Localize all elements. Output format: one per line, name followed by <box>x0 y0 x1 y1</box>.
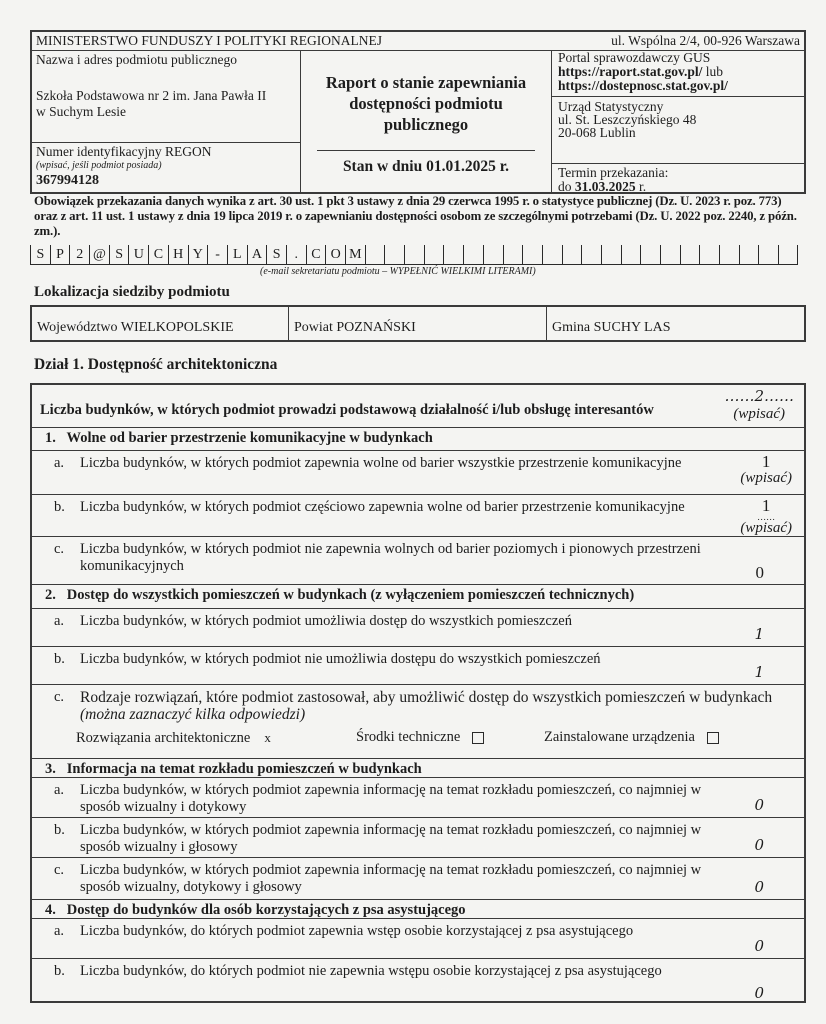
office-line1: Urząd Statystyczny <box>558 99 664 114</box>
county-field[interactable]: Powiat POZNAŃSKI <box>288 307 546 340</box>
email-char-box[interactable]: Y <box>188 245 208 265</box>
entity-cell <box>32 50 301 143</box>
entity-name-line2: w Suchym Lesie <box>36 104 126 119</box>
item-row <box>32 959 804 1005</box>
portal-label: Portal sprawozdawczy GUS <box>558 50 711 65</box>
item-value-field[interactable] <box>754 879 764 896</box>
item-value-field[interactable] <box>740 497 792 537</box>
item-value: 0 <box>755 563 764 582</box>
email-char-box[interactable]: 2 <box>69 245 89 265</box>
regon-label: Numer identyfikacyjny REGON <box>36 144 212 159</box>
email-char-box[interactable] <box>581 245 601 265</box>
option-label: Rozwiązania architektoniczne <box>76 730 251 746</box>
item-text-content: Liczba budynków, w których podmiot nie umożliwia dostępu do wszystkich pomieszczeń <box>80 651 601 667</box>
email-char-box[interactable] <box>601 245 621 265</box>
option-2[interactable] <box>356 729 484 746</box>
email-char-box[interactable]: H <box>168 245 188 265</box>
item-text <box>80 963 720 980</box>
write-hint: (wpisać) <box>740 470 792 486</box>
item-value-field[interactable] <box>754 837 764 854</box>
group-heading-1: 1. Wolne od barier przestrzenie komunikacyjne w budynkach <box>32 428 804 451</box>
deadline-value: do 31.03.2025 r. <box>558 179 647 194</box>
item-value: 1 <box>754 625 764 643</box>
portal-or: lub <box>702 64 724 79</box>
location-heading: Lokalizacja siedziby podmiotu <box>34 284 230 300</box>
office-line3: 20-068 Lublin <box>558 125 636 140</box>
option-checkbox-marked[interactable]: x <box>264 730 271 745</box>
buildings-count-label: Liczba budynków, w których podmiot prowadzi podstawową działalność i/lub obsługę interesantów <box>40 402 654 418</box>
email-char-box[interactable] <box>404 245 424 265</box>
item-letter: c. <box>54 689 65 705</box>
buildings-count-row <box>32 385 804 428</box>
deadline-label: Termin przekazania: <box>558 165 669 180</box>
item-row <box>32 609 804 647</box>
report-title-line1: Raport o stanie zapewniania <box>325 73 527 92</box>
email-char-box[interactable] <box>660 245 680 265</box>
email-char-box[interactable]: M <box>345 245 365 265</box>
item-letter: b. <box>54 963 65 979</box>
write-hint: (wpisać) <box>740 520 792 536</box>
legal-obligation-text: Obowiązek przekazania danych wynika z art. 30 ust. 1 pkt 3 ustawy z dnia 29 czerwca 1995 r. o statystyce publicznej (Dz. U. 2023 r. poz. 773) oraz z art. 11 ust. 1 ustawy z dnia 19 lipca 2019 r. o zapewnianiu dostępności osobom ze szczególnymi potrzebami (Dz. U. 2022 poz. 2240, z późn. zm.). <box>34 194 797 238</box>
option-checkbox[interactable] <box>472 732 484 744</box>
email-char-box[interactable]: S <box>266 245 286 265</box>
item-value-field[interactable] <box>754 797 764 814</box>
group-heading-2: 2. Dostęp do wszystkich pomieszczeń w budynkach (z wyłączeniem pomieszczeń technicznych) <box>32 584 804 609</box>
state-date: Stan w dniu 01.01.2025 r. <box>342 158 510 175</box>
title-divider <box>317 150 535 151</box>
item-letter: c. <box>54 862 65 878</box>
report-title-line2: dostępności podmiotu <box>349 94 503 113</box>
email-char-box[interactable] <box>758 245 778 265</box>
deadline-date: 31.03.2025 <box>574 179 636 194</box>
email-char-box[interactable] <box>562 245 582 265</box>
group-heading-4: 4. Dostęp do budynków dla osób korzystających z psa asystującego <box>32 899 804 919</box>
item-row <box>32 818 804 858</box>
email-char-box[interactable] <box>739 245 759 265</box>
item-value: 1 <box>761 496 771 515</box>
item-value: 0 <box>754 836 764 854</box>
option-3[interactable] <box>544 729 719 746</box>
email-char-box[interactable] <box>542 245 562 265</box>
item-row <box>32 495 804 537</box>
entity-name <box>36 88 296 120</box>
item-text <box>80 541 720 575</box>
item-text-content: Liczba budynków, do których podmiot nie zapewnia wstępu osobie korzystającej z psa asystującego <box>80 963 662 979</box>
report-header <box>30 30 806 194</box>
section-heading: Dział 1. Dostępność architektoniczna <box>34 356 278 373</box>
email-char-box[interactable] <box>483 245 503 265</box>
email-char-box[interactable] <box>522 245 542 265</box>
item-letter: a. <box>54 782 65 798</box>
item-row <box>32 647 804 685</box>
portal-link-dostepnosc[interactable]: https://dostepnosc.stat.gov.pl/ <box>558 78 728 93</box>
item-text <box>80 689 790 723</box>
item-value-field[interactable] <box>754 664 764 681</box>
report-title <box>301 72 551 135</box>
email-char-box[interactable] <box>680 245 700 265</box>
email-char-box[interactable] <box>503 245 523 265</box>
item-value-field[interactable] <box>754 985 764 1002</box>
email-char-box[interactable] <box>719 245 739 265</box>
item-letter: c. <box>54 541 65 557</box>
item-value: 0 <box>754 937 764 955</box>
email-boxes[interactable] <box>30 245 798 265</box>
item-value-field[interactable] <box>754 938 764 955</box>
item-row <box>32 685 804 755</box>
voivodeship-field[interactable]: Województwo WIELKOPOLSKIE <box>37 320 234 335</box>
item-value-field[interactable] <box>756 564 765 581</box>
item-text-content: Liczba budynków, w których podmiot zapewnia informację na temat rozkładu pomieszczeń, co najmniej w sposób wizualny, dotykowy i głosowy <box>80 862 702 895</box>
item-value-field[interactable] <box>740 453 792 487</box>
item-row <box>32 451 804 495</box>
group-heading-3: 3. Informacja na temat rozkładu pomieszczeń w budynkach <box>32 758 804 778</box>
item-value: 0 <box>754 796 764 814</box>
buildings-count-value: ……2…… <box>724 387 794 405</box>
email-char-box[interactable] <box>365 245 385 265</box>
item-text-content: Liczba budynków, do których podmiot zapewnia wstęp osobie korzystającej z psa asystującego <box>80 923 634 939</box>
item-text-content: Liczba budynków, w których podmiot nie zapewnia wolnych od barier poziomych i pionowych przestrzeni komunikacyjnych <box>80 541 701 574</box>
item-text-hint: (można zaznaczyć kilka odpowiedzi) <box>80 706 306 723</box>
entity-label: Nazwa i adres podmiotu publicznego <box>36 52 237 67</box>
regon-value: 367994128 <box>36 173 99 188</box>
email-char-box[interactable]: S <box>109 245 129 265</box>
item-text <box>80 455 720 472</box>
item-letter: a. <box>54 455 65 471</box>
item-row <box>32 537 804 584</box>
office-line2: ul. St. Leszczyńskiego 48 <box>558 112 697 127</box>
item-text-content: Liczba budynków, w których podmiot umożliwia dostęp do wszystkich pomieszczeń <box>80 613 572 629</box>
email-note: (e-mail sekretariatu podmiotu – WYPEŁNIĆ WIELKIMI LITERAMI) <box>260 266 536 277</box>
email-char-box[interactable] <box>778 245 798 265</box>
item-text <box>80 613 720 630</box>
item-letter: b. <box>54 499 65 515</box>
option-label: Środki techniczne <box>356 729 461 745</box>
email-char-box[interactable] <box>699 245 719 265</box>
email-char-box[interactable] <box>424 245 444 265</box>
email-char-box[interactable]: . <box>286 245 306 265</box>
item-value: 0 <box>754 878 764 896</box>
regon-cell <box>32 143 301 194</box>
ministry-address: ul. Wspólna 2/4, 00-926 Warszawa <box>611 33 800 48</box>
email-char-box[interactable]: C <box>148 245 168 265</box>
email-char-box[interactable]: P <box>50 245 70 265</box>
email-char-box[interactable] <box>443 245 463 265</box>
item-text-content: Liczba budynków, w których podmiot częściowo zapewnia wolne od barier przestrzenie komunikacyjne <box>80 499 685 515</box>
email-char-box[interactable]: U <box>128 245 148 265</box>
item-row <box>32 858 804 899</box>
option-1[interactable] <box>76 729 271 747</box>
regon-hint: (wpisać, jeśli podmiot posiada) <box>36 160 162 171</box>
item-letter: b. <box>54 651 65 667</box>
portal-link-raport[interactable]: https://raport.stat.gov.pl/ <box>558 64 703 79</box>
email-char-box[interactable]: - <box>207 245 227 265</box>
ministry-name: MINISTERSTWO FUNDUSZY I POLITYKI REGIONALNEJ <box>36 33 382 48</box>
item-value: 1 <box>754 663 764 681</box>
item-row <box>32 778 804 818</box>
email-char-box[interactable] <box>463 245 483 265</box>
item-text-content: Liczba budynków, w których podmiot zapewnia wolne od barier wszystkie przestrzenie komunikacyjne <box>80 455 682 471</box>
commune-field[interactable]: Gmina SUCHY LAS <box>546 307 804 340</box>
item-letter: a. <box>54 923 65 939</box>
email-char-box[interactable]: C <box>306 245 326 265</box>
item-text <box>80 651 720 668</box>
entity-name-line1: Szkoła Podstawowa nr 2 im. Jana Pawła II <box>36 88 267 103</box>
item-letter: a. <box>54 613 65 629</box>
item-text <box>80 782 720 816</box>
email-char-box[interactable]: O <box>325 245 345 265</box>
report-title-line3: publicznego <box>383 115 469 134</box>
item-text <box>80 499 720 516</box>
buildings-count-field[interactable] <box>724 387 794 423</box>
location-table <box>30 305 806 342</box>
accessibility-table <box>30 383 806 1003</box>
email-char-box[interactable] <box>640 245 660 265</box>
item-text-content: Liczba budynków, w których podmiot zapewnia informację na temat rozkładu pomieszczeń, co najmniej w sposób wizualny i głosowy <box>80 822 702 855</box>
portal-cell <box>551 50 804 164</box>
value-dots: …… <box>757 512 776 522</box>
email-char-box[interactable]: S <box>30 245 50 265</box>
email-char-box[interactable]: L <box>227 245 247 265</box>
item-value: 1 <box>761 452 771 471</box>
deadline-cell <box>551 164 804 194</box>
email-char-box[interactable] <box>621 245 641 265</box>
option-label: Zainstalowane urządzenia <box>544 729 695 745</box>
option-checkbox[interactable] <box>707 732 719 744</box>
ministry-row <box>32 32 804 51</box>
email-char-box[interactable]: A <box>247 245 267 265</box>
item-letter: b. <box>54 822 65 838</box>
item-row <box>32 919 804 959</box>
write-hint: (wpisać) <box>733 406 786 422</box>
email-char-box[interactable]: @ <box>89 245 109 265</box>
item-text <box>80 923 720 940</box>
office-address <box>552 96 804 139</box>
item-text-content: Liczba budynków, w których podmiot zapewnia informację na temat rozkładu pomieszczeń, co najmniej w sposób wizualny i dotykowy <box>80 782 702 815</box>
email-char-box[interactable] <box>384 245 404 265</box>
item-value: 0 <box>754 984 764 1002</box>
item-text <box>80 862 720 896</box>
item-value-field[interactable] <box>754 626 764 643</box>
item-text-content: Rodzaje rozwiązań, które podmiot zastosował, aby umożliwić dostęp do wszystkich pomieszczeń w budynkach <box>80 689 773 706</box>
item-text <box>80 822 720 856</box>
